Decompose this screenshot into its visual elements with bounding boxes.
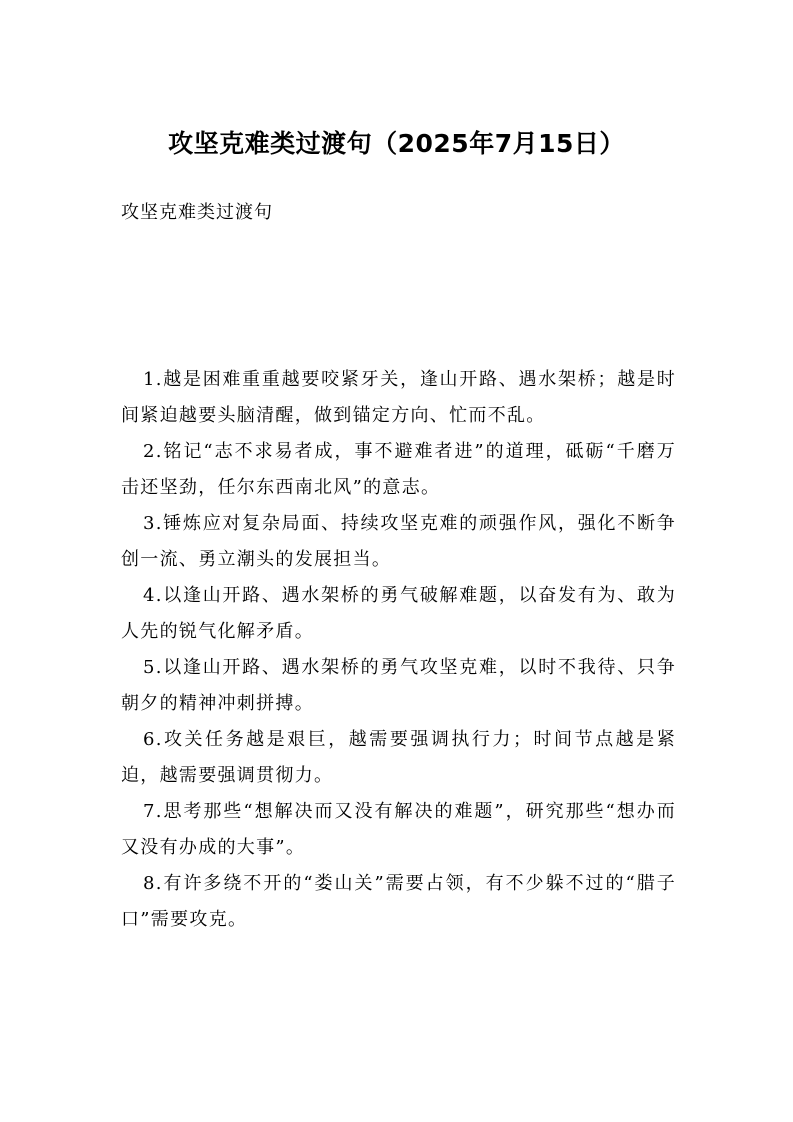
list-item: 7.思考那些“想解决而又没有解决的难题”，研究那些“想办而又没有办成的大事”。: [121, 801, 676, 858]
list-item: 6.攻关任务越是艰巨，越需要强调执行力；时间节点越是紧迫，越需要强调贯彻力。: [121, 729, 676, 786]
document-title: 攻坚克难类过渡句（2025年7月15日）: [168, 129, 625, 158]
list-item: 5.以逢山开路、遇水架桥的勇气攻坚克难，以时不我待、只争朝夕的精神冲刺拼搏。: [121, 657, 676, 714]
transition-sentence-list: [121, 362, 676, 938]
list-item: 2.铭记“志不求易者成，事不避难者进”的道理，砥砺“千磨万击还坚劲，任尔东西南北风”的意志。: [121, 441, 676, 498]
list-item: 3.锤炼应对复杂局面、持续攻坚克难的顽强作风，强化不断争创一流、勇立潮头的发展担当。: [121, 513, 676, 570]
document-subtitle: 攻坚克难类过渡句: [121, 202, 273, 223]
list-item: 4.以逢山开路、遇水架桥的勇气破解难题，以奋发有为、敢为人先的锐气化解矛盾。: [121, 585, 676, 642]
list-item: 1.越是困难重重越要咬紧牙关，逢山开路、遇水架桥；越是时间紧迫越要头脑清醒，做到锚定方向、忙而不乱。: [121, 369, 676, 426]
list-item: 8.有许多绕不开的“娄山关”需要占领，有不少躲不过的“腊子口”需要攻克。: [121, 873, 676, 930]
